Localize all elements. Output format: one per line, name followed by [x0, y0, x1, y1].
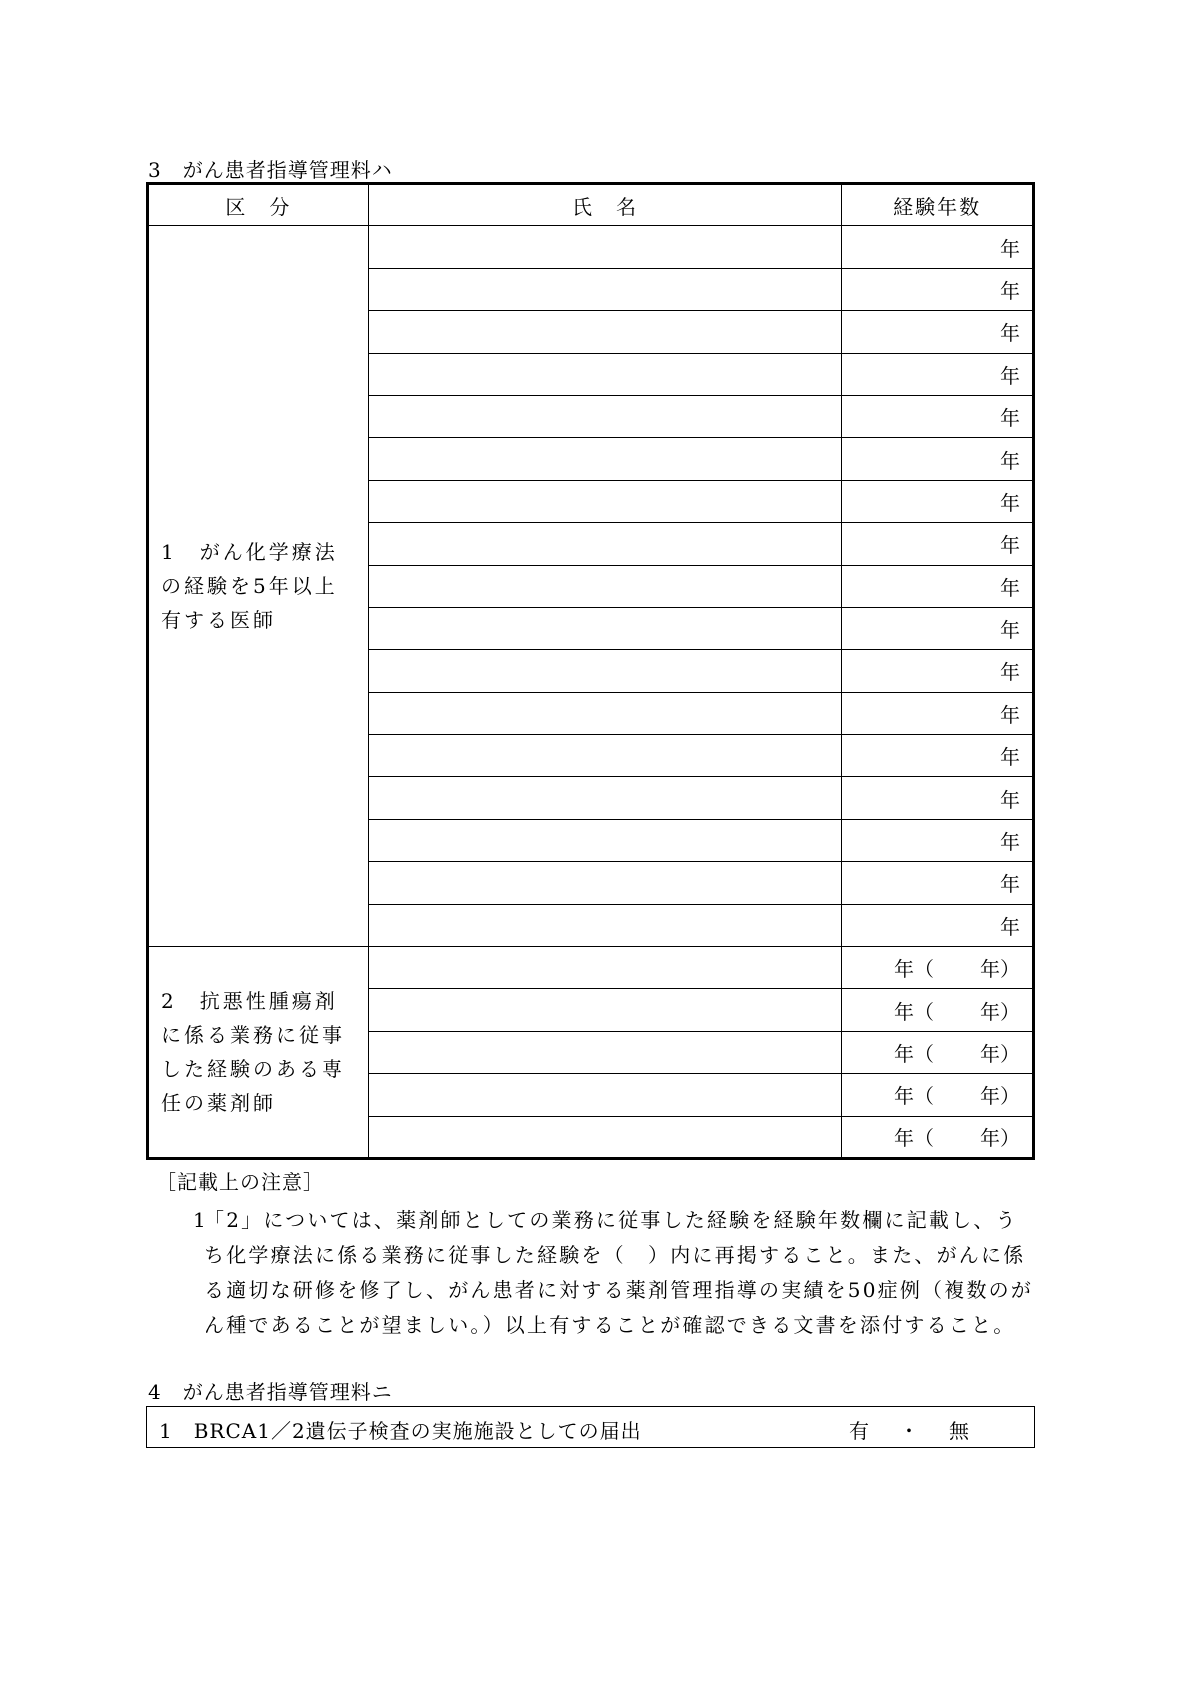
name-field[interactable]: [368, 226, 842, 268]
name-field[interactable]: [368, 1116, 842, 1158]
name-field[interactable]: [368, 438, 842, 480]
years-field[interactable]: 年: [842, 438, 1034, 480]
name-field[interactable]: [368, 523, 842, 565]
total-years-unit: 年（: [894, 1042, 934, 1066]
total-years-unit: 年（: [894, 1084, 934, 1109]
years-field[interactable]: 年: [842, 565, 1034, 607]
years-field[interactable]: 年: [842, 819, 1034, 861]
years-field[interactable]: 年: [842, 268, 1034, 310]
years-field[interactable]: [842, 1074, 1034, 1116]
name-field[interactable]: [368, 395, 842, 437]
category-physician: 1 がん化学療法の経験を5年以上有する医師: [148, 226, 369, 947]
option-separator: ・: [899, 1419, 919, 1443]
table-row: [148, 947, 1034, 989]
category-pharmacist: 2 抗悪性腫瘍剤に係る業務に従事した経験のある専任の薬剤師: [148, 947, 369, 1159]
yes-no-options: [849, 1415, 969, 1444]
table-header-row: [148, 184, 1034, 226]
section4-title: 4 がん患者指導管理料ニ: [148, 1380, 393, 1404]
name-field[interactable]: [368, 947, 842, 989]
option-yes[interactable]: 有: [849, 1419, 869, 1443]
chemo-years-unit: 年）: [980, 1126, 1020, 1151]
table-row: [148, 226, 1034, 268]
header-category: 区 分: [148, 184, 369, 226]
name-field[interactable]: [368, 862, 842, 904]
notes-heading: ［記載上の注意］: [156, 1170, 324, 1194]
years-field[interactable]: 年: [842, 692, 1034, 734]
years-field[interactable]: 年: [842, 480, 1034, 522]
name-field[interactable]: [368, 1074, 842, 1116]
chemo-years-unit: 年）: [980, 957, 1020, 982]
years-field[interactable]: 年: [842, 395, 1034, 437]
years-field[interactable]: 年: [842, 523, 1034, 565]
years-field[interactable]: 年: [842, 226, 1034, 268]
chemo-years-unit: 年）: [980, 999, 1020, 1024]
note-text: 「2」については、薬剤師としての業務に従事した経験を経験年数欄に記載し、うち化学療法に係る業務に従事した経験を（ ）内に再掲すること。また、がんに係る適切な研修を修了し、がん患者に対する薬剤管理指導の実績を50症例（複数のがん種であることが望ましい。）以上有することが確認できる文書を添付すること。: [204, 1208, 1034, 1337]
name-field[interactable]: [368, 777, 842, 819]
name-field[interactable]: [368, 311, 842, 353]
chemo-years-unit: 年）: [980, 1042, 1020, 1066]
years-field[interactable]: [842, 947, 1034, 989]
total-years-unit: 年（: [894, 1126, 934, 1151]
name-field[interactable]: [368, 904, 842, 946]
note-number: 1: [193, 1208, 208, 1232]
header-years: 経験年数: [842, 184, 1034, 226]
years-field[interactable]: [842, 989, 1034, 1031]
name-field[interactable]: [368, 1031, 842, 1073]
years-field[interactable]: 年: [842, 735, 1034, 777]
brca-notification-label: 1 BRCA1／2遺伝子検査の実施施設としての届出: [159, 1419, 642, 1443]
total-years-unit: 年（: [894, 999, 934, 1024]
years-field[interactable]: [842, 1116, 1034, 1158]
name-field[interactable]: [368, 819, 842, 861]
name-field[interactable]: [368, 735, 842, 777]
years-field[interactable]: 年: [842, 777, 1034, 819]
years-field[interactable]: 年: [842, 904, 1034, 946]
section4-box: [146, 1406, 1035, 1448]
name-field[interactable]: [368, 268, 842, 310]
years-field[interactable]: 年: [842, 607, 1034, 649]
name-field[interactable]: [368, 607, 842, 649]
header-name: 氏 名: [368, 184, 842, 226]
years-field[interactable]: 年: [842, 353, 1034, 395]
name-field[interactable]: [368, 565, 842, 607]
name-field[interactable]: [368, 650, 842, 692]
name-field[interactable]: [368, 480, 842, 522]
section3-table: [146, 182, 1035, 1160]
years-field[interactable]: 年: [842, 311, 1034, 353]
years-field[interactable]: 年: [842, 650, 1034, 692]
note-item: [156, 1203, 1036, 1343]
years-field[interactable]: 年: [842, 862, 1034, 904]
section3-title: 3 がん患者指導管理料ハ: [148, 158, 393, 182]
option-no[interactable]: 無: [949, 1419, 969, 1443]
notes-section: [156, 1166, 1036, 1343]
chemo-years-unit: 年）: [980, 1084, 1020, 1109]
years-field[interactable]: [842, 1031, 1034, 1073]
name-field[interactable]: [368, 353, 842, 395]
total-years-unit: 年（: [894, 957, 934, 982]
name-field[interactable]: [368, 692, 842, 734]
name-field[interactable]: [368, 989, 842, 1031]
